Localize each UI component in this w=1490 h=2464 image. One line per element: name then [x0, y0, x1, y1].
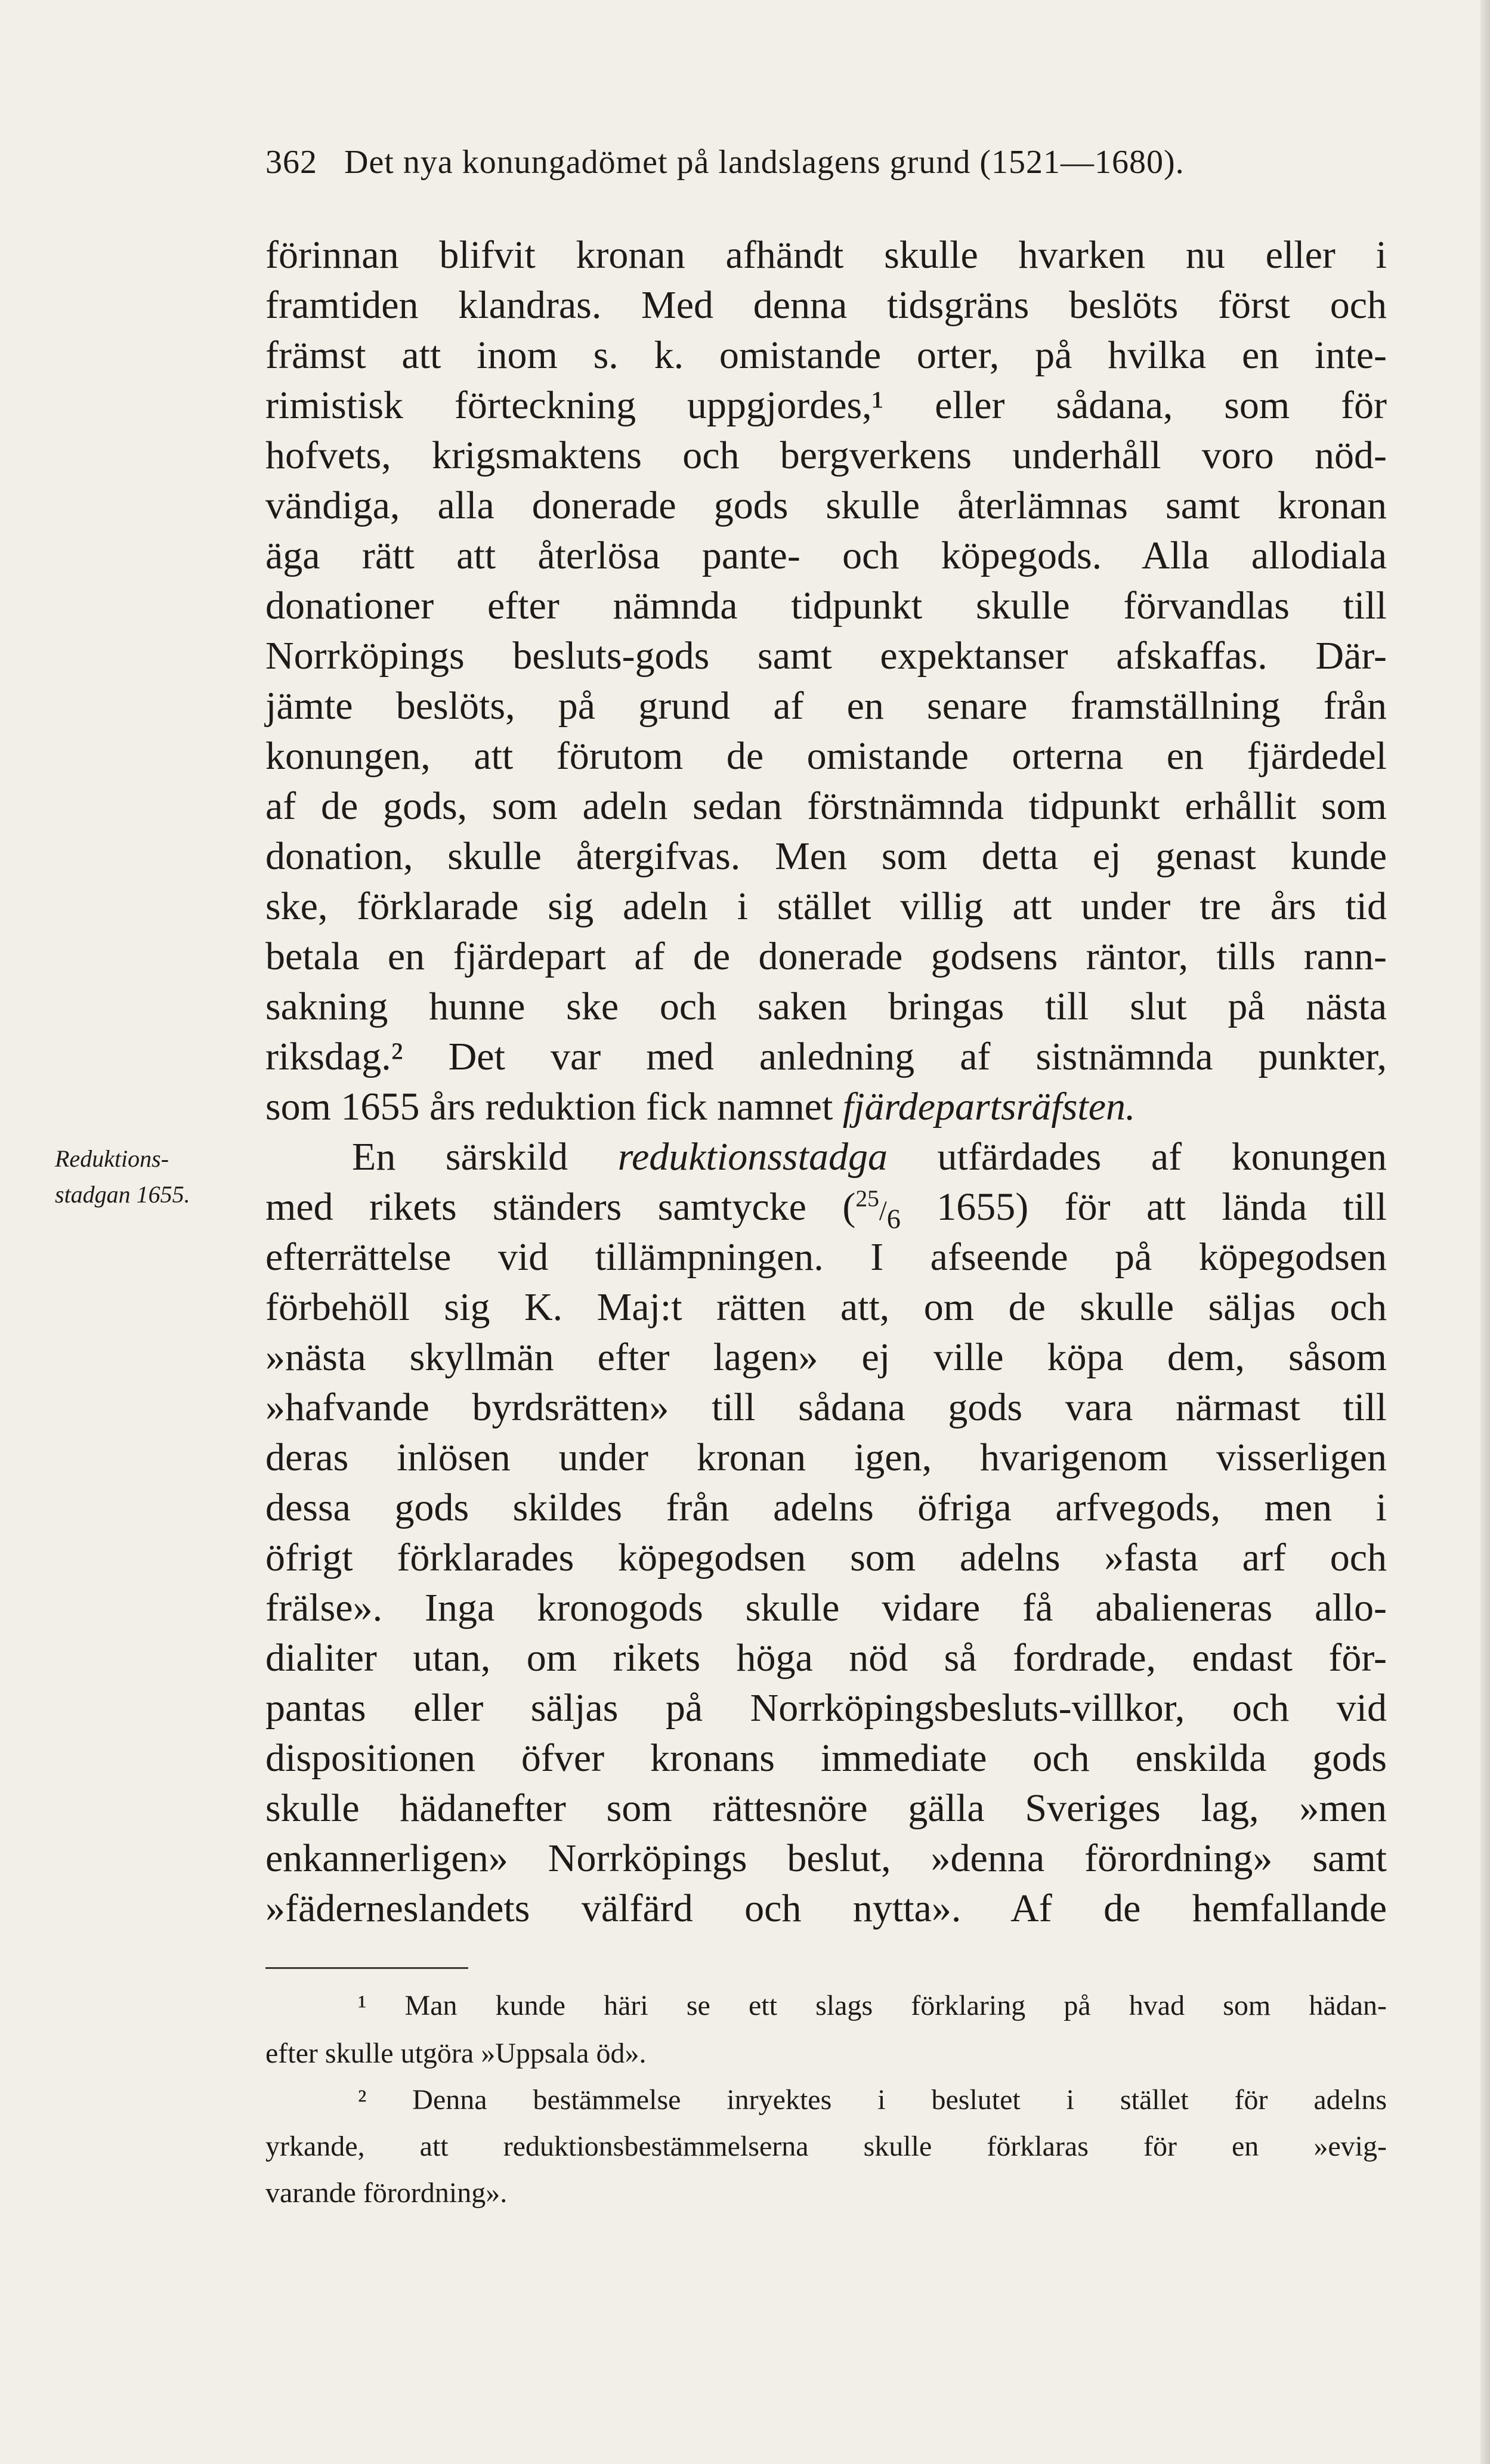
body-line: betala en fjärdepart af de donerade godsens räntor, tills rann- [265, 935, 1387, 978]
body-line: förbehöll sig K. Maj:t rätten att, om de skulle säljas och [265, 1285, 1387, 1329]
body-line: dialiter utan, om rikets höga nöd så fordrade, endast för- [265, 1636, 1387, 1680]
body-line: jämte beslöts, på grund af en senare framställning från [265, 684, 1387, 728]
body-line: dessa gods skildes från adelns öfriga arfvegods, men i [265, 1486, 1387, 1529]
body-line: pantas eller säljas på Norrköpingsbesluts-villkor, och vid [265, 1686, 1387, 1730]
footnote-rule [265, 1967, 468, 1969]
body-line: af de gods, som adeln sedan förstnämnda tidpunkt erhållit som [265, 784, 1387, 828]
page-number: 362 [265, 144, 317, 181]
body-line: dispositionen öfver kronans immediate och enskilda gods [265, 1736, 1387, 1780]
body-line: Norrköpings besluts-gods samt expektanser afskaffas. Där- [265, 634, 1387, 678]
body-line: förinnan blifvit kronan afhändt skulle hvarken nu eller i [265, 233, 1387, 277]
body-line: sakning hunne ske och saken bringas till slut på nästa [265, 985, 1387, 1028]
footnote-line: ¹ Man kunde häri se ett slags förklaring på hvad som hädan- [358, 1990, 1387, 2021]
body-line: ske, förklarade sig adeln i stället villig att under tre års tid [265, 885, 1387, 928]
body-line: enkannerligen» Norrköpings beslut, »denna förordning» samt [265, 1837, 1387, 1880]
body-line: frälse». Inga kronogods skulle vidare få abalieneras allo- [265, 1586, 1387, 1630]
body-line: framtiden klandras. Med denna tidsgräns beslöts först och [265, 283, 1387, 327]
body-line: hofvets, krigsmaktens och bergverkens underhåll voro nöd- [265, 434, 1387, 477]
footnote-line: efter skulle utgöra »Uppsala öd». [265, 2038, 647, 2069]
footnote-line: varande förordning». [265, 2177, 508, 2209]
body-line: främst att inom s. k. omistande orter, på hvilka en inte- [265, 333, 1387, 377]
body-line: vändiga, alla donerade gods skulle återlämnas samt kronan [265, 484, 1387, 527]
term-reduktionsstadga: reduktionsstadga [617, 1135, 888, 1179]
body-line: »hafvande byrdsrätten» till sådana gods vara närmast till [265, 1386, 1387, 1429]
body-line: konungen, att förutom de omistande orterna en fjärdedel [265, 734, 1387, 778]
body-line: En särskild reduktionsstadga utfärdades af konungen [352, 1135, 1387, 1179]
margin-note-line-2: stadgan 1655. [55, 1181, 190, 1208]
footnote-line: yrkande, att reduktionsbestämmelserna skulle förklaras för en »evig- [265, 2131, 1387, 2162]
term-fjardepartsrafsten: fjärdepartsräfsten. [842, 1085, 1136, 1129]
body-line: »nästa skyllmän efter lagen» ej ville köpa dem, såsom [265, 1335, 1387, 1379]
body-line: rimistisk förteckning uppgjordes,¹ eller sådana, som för [265, 384, 1387, 427]
body-line: donationer efter nämnda tidpunkt skulle förvandlas till [265, 584, 1387, 627]
body-line: som 1655 års reduktion fick namnet fjärdepartsräfsten. [265, 1085, 1136, 1129]
margin-note-line-1: Reduktions- [55, 1145, 169, 1172]
body-line: öfrigt förklarades köpegodsen som adelns »fasta arf och [265, 1536, 1387, 1579]
body-line: donation, skulle återgifvas. Men som detta ej genast kunde [265, 834, 1387, 878]
body-line: skulle hädanefter som rättesnöre gälla Sveriges lag, »men [265, 1786, 1387, 1830]
body-line: äga rätt att återlösa pante- och köpegods. Alla allodiala [265, 534, 1387, 577]
running-header [265, 143, 1387, 181]
page-edge [1480, 0, 1490, 2464]
footnote-line: ² Denna bestämmelse inryektes i beslutet i stället för adelns [358, 2084, 1387, 2116]
body-line: med rikets ständers samtycke ($^{25}/_6$ 1655) för att lända till [265, 1185, 1387, 1235]
running-title: Det nya konungadömet på landslagens grund (1521—1680). [344, 144, 1185, 181]
body-line: »fäderneslandets välfärd och nytta». Af de hemfallande [265, 1887, 1387, 1930]
body-line: riksdag.² Det var med anledning af sistnämnda punkter, [265, 1035, 1387, 1078]
body-line: efterrättelse vid tillämpningen. I afseende på köpegodsen [265, 1235, 1387, 1279]
body-line: deras inlösen under kronan igen, hvarigenom visserligen [265, 1436, 1387, 1479]
